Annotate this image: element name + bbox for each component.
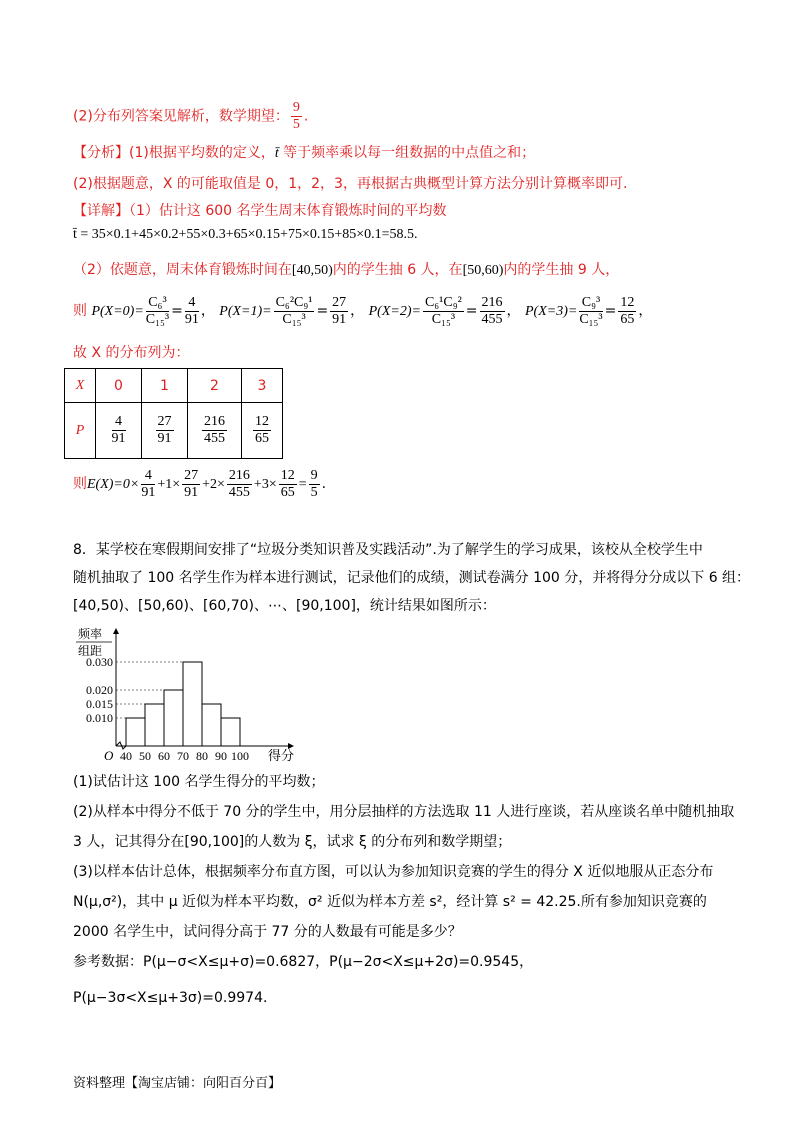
question-3b: N(μ,σ²)，其中 μ 近似为样本平均数，σ² 近似为样本方差 s²，经计算 s² = 42.25.所有参加知识竞赛的: [73, 894, 707, 910]
p1-comb-den: C₁₅³: [282, 311, 306, 327]
question-3c: 2000 名学生中，试问得分高于 77 分的人数最有可能是多少？: [73, 924, 462, 940]
p0-num: 4: [185, 295, 199, 312]
x-tick-label-0: 40: [120, 749, 132, 762]
answer-2-text: (2)分布列答案见解析，数学期望：: [73, 108, 289, 125]
p0-cell-num: 4: [112, 414, 126, 431]
table-cell-x2: 2: [188, 369, 242, 403]
analysis-tag: 【分析】: [73, 145, 129, 161]
p3-comb-fraction: [579, 295, 602, 328]
analysis-text-1b: 等于频率乘以每一组数据的中点值之和；: [278, 145, 536, 161]
p1-comb-fraction: [274, 295, 315, 328]
interval-50-60: [50,60): [462, 263, 504, 278]
p3-num: 12: [620, 294, 635, 310]
table-row-p: [65, 403, 283, 459]
probability-row: 则 P(X=0)= $\frac{\text{C₆³}}{\text{C₁₅³}}$ = $\frac{4}{91}$ ， P(X=1)= $\frac{\text{C₆²C₉¹}}{\text{C₁₅³}}$ = $\frac{27}{91}$ ， P(X=2)= $\frac{\text{C₆¹C₉²}}{\text{C₁₅³}}$ = $\frac{216}{455}$ ， P(X=3)= $\frac{\text{C₉³}}{\text{C₁₅³}}$ = $\frac{12}{65}$ ，: [73, 294, 653, 327]
question-2a: (2)从样本中得分不低于 70 分的学生中，用分层抽样的方法选取 11 人进行座谈，若从座谈名单中随机抽取: [73, 804, 735, 820]
p2-fraction: [480, 295, 505, 328]
y-tick-label-1: 0.015: [86, 697, 113, 711]
p0-lhs: P(X=0)=: [91, 304, 144, 319]
table-cell-p0: [96, 403, 142, 459]
answer-2-fraction: [291, 100, 302, 133]
question-3a: (3)以样本估计总体，根据频率分布直方图，可以认为参加知识竞赛的学生的得分 X 近似地服从正态分布: [73, 864, 714, 880]
detail-text-2c: 内的学生抽 9 人，: [503, 262, 620, 278]
expect-t1-num: 4: [141, 468, 155, 485]
histogram-bar-1: [145, 704, 164, 746]
frequency-histogram: [68, 622, 308, 762]
expect-t2-den: 91: [184, 484, 199, 500]
y-label-bottom: 组距: [78, 644, 103, 658]
p3-comb-num: C₉³: [579, 295, 602, 312]
p2-den: 455: [481, 311, 503, 327]
reference-data-2: P(μ−3σ<X≤μ+3σ)=0.9974.: [73, 990, 268, 1006]
p1-fraction: [330, 295, 348, 328]
detail-line-2: [73, 260, 619, 281]
p2-num: 216: [481, 294, 503, 310]
distribution-intro: 故 X 的分布列为：: [73, 345, 190, 361]
y-label-top: 频率: [78, 627, 103, 641]
histogram-bar-5: [221, 718, 240, 746]
x-tick-label-5: 90: [215, 749, 227, 762]
expect-t3-den: 455: [228, 484, 250, 500]
p0-fraction: [185, 295, 199, 328]
x-tick-label-1: 50: [139, 749, 151, 762]
ze-label: 则: [73, 303, 87, 319]
p1-comb-num: C₆²C₉¹: [275, 294, 313, 310]
p0-cell-den: 91: [111, 431, 126, 446]
footer-source: 资料整理【淘宝店铺：向阳百分百】: [73, 1076, 282, 1091]
p0-den: 91: [184, 311, 199, 327]
detail-tag: 【详解】: [73, 203, 129, 219]
x-tick-label-6: 100: [231, 749, 249, 762]
analysis-line-2: (2)根据题意，X 的可能取值是 0，1，2，3，再根据古典概型计算方法分别计算概率即可.: [73, 176, 628, 192]
x-tick-label-3: 70: [177, 749, 189, 762]
analysis-line-1: [73, 143, 535, 164]
reference-data-1: 参考数据：P(μ−σ<X≤μ+σ)=0.6827，P(μ−2σ<X≤μ+2σ)=0.9545，: [73, 954, 534, 970]
table-header-x: X: [65, 369, 96, 403]
x-axis-label: 得分: [268, 749, 295, 762]
expect-ze: 则: [73, 476, 87, 492]
question-1: (1)试估计这 100 名学生得分的平均数；: [73, 774, 325, 790]
p2-lhs: P(X=2)=: [368, 304, 421, 319]
p1-cell-den: 91: [157, 431, 172, 446]
p3-fraction: [618, 295, 636, 328]
p2-comb-den: C₁₅³: [431, 311, 456, 327]
analysis-variable: t̄: [274, 146, 279, 161]
problem8-line-2: 随机抽取了 100 名学生作为样本进行测试，记录他们的成绩，测试卷满分 100 分，并将得分分成以下 6 组：: [73, 570, 751, 586]
table-cell-p1: [142, 403, 188, 459]
expect-res-den: 5: [310, 484, 318, 500]
p3-comb-den: C₁₅³: [579, 311, 603, 327]
table-cell-x1: 1: [142, 369, 188, 403]
p2-cell-num: 216: [204, 414, 225, 429]
p2-comb-fraction: [423, 295, 464, 328]
y-axis-arrow: [113, 628, 119, 634]
x-tick-label-4: 80: [196, 749, 208, 762]
problem8-line-1: 8．某学校在寒假期间安排了“垃圾分类知识普及实践活动”.为了解学生的学习成果，该校从全校学生中: [73, 542, 703, 558]
y-tick-label-0: 0.010: [86, 711, 113, 725]
histogram-bar-3: [183, 662, 202, 746]
origin-label: O: [104, 748, 114, 762]
p1-den: 91: [332, 311, 347, 327]
expect-m2: +2×: [202, 477, 225, 492]
p2-cell-den: 455: [204, 431, 225, 446]
problem8-line-3: [40,50)、[50,60)、[60,70)、⋯、[90,100]，统计结果如图所示：: [73, 598, 496, 614]
p0-comb-den: C₁₅³: [145, 311, 170, 327]
expectation-line: [73, 466, 326, 502]
answer-2: [73, 100, 308, 133]
table-row-x: [65, 369, 283, 403]
analysis-text-1: (1)根据平均数的定义，: [129, 145, 275, 161]
detail-formula-1: t̄ = 35×0.1+45×0.2+55×0.3+65×0.15+75×0.15+85×0.1=58.5.: [73, 227, 418, 242]
y-tick-label-3: 0.030: [86, 655, 113, 669]
p0-comb-fraction: [146, 295, 169, 328]
fraction-denominator: 5: [292, 117, 300, 132]
fraction-numerator: 9: [292, 100, 300, 115]
table-cell-p3: [242, 403, 283, 459]
y-tick-label-2: 0.020: [86, 683, 113, 697]
expect-eq: =: [298, 477, 307, 492]
expect-t3-num: 216: [228, 467, 250, 483]
question-2b: 3 人，记其得分在[90,100]的人数为 ξ，试求 ξ 的分布列和数学期望；: [73, 834, 512, 850]
table-cell-x0: 0: [96, 369, 142, 403]
expect-t4-num: 12: [280, 467, 295, 483]
expect-t2-num: 27: [184, 467, 199, 483]
p1-cell-num: 27: [157, 414, 172, 429]
p3-cell-den: 65: [255, 431, 269, 446]
detail-text-2b: 内的学生抽 6 人，在: [332, 262, 463, 278]
expect-t4-den: 65: [280, 484, 295, 500]
table-cell-p2: [188, 403, 242, 459]
expect-m1: +1×: [157, 477, 181, 492]
p3-den: 65: [620, 311, 635, 327]
expect-res-num: 9: [310, 467, 318, 483]
expect-lhs: E(X)=0×: [87, 477, 140, 492]
p3-lhs: P(X=3)=: [524, 304, 578, 319]
interval-40-50: [40,50): [291, 263, 333, 278]
p2-comb-num: C₆¹C₉²: [424, 294, 462, 310]
answer-2-suffix: .: [303, 108, 309, 125]
x-tick-label-2: 60: [158, 749, 170, 762]
p1-num: 27: [332, 294, 347, 310]
histogram-bar-0: [126, 718, 145, 746]
detail-text-2a: （2）依题意，周末体育锻炼时间在: [73, 262, 292, 278]
detail-text-1: （1）估计这 600 名学生周末体育锻炼时间的平均数: [129, 203, 447, 219]
expect-t1-den: 91: [141, 484, 156, 500]
table-cell-x3: 3: [242, 369, 283, 403]
p0-comb-num: C₆³: [146, 295, 169, 312]
table-header-p: P: [65, 403, 96, 459]
expect-end: .: [321, 476, 327, 492]
p3-cell-num: 12: [255, 414, 269, 429]
histogram-bars: [126, 662, 240, 746]
histogram-bar-4: [202, 704, 221, 746]
p1-lhs: P(X=1)=: [219, 304, 272, 319]
detail-line-1: [73, 201, 447, 221]
expect-m3: +3×: [253, 477, 277, 492]
distribution-table: [64, 368, 283, 459]
histogram-bar-2: [164, 690, 183, 746]
